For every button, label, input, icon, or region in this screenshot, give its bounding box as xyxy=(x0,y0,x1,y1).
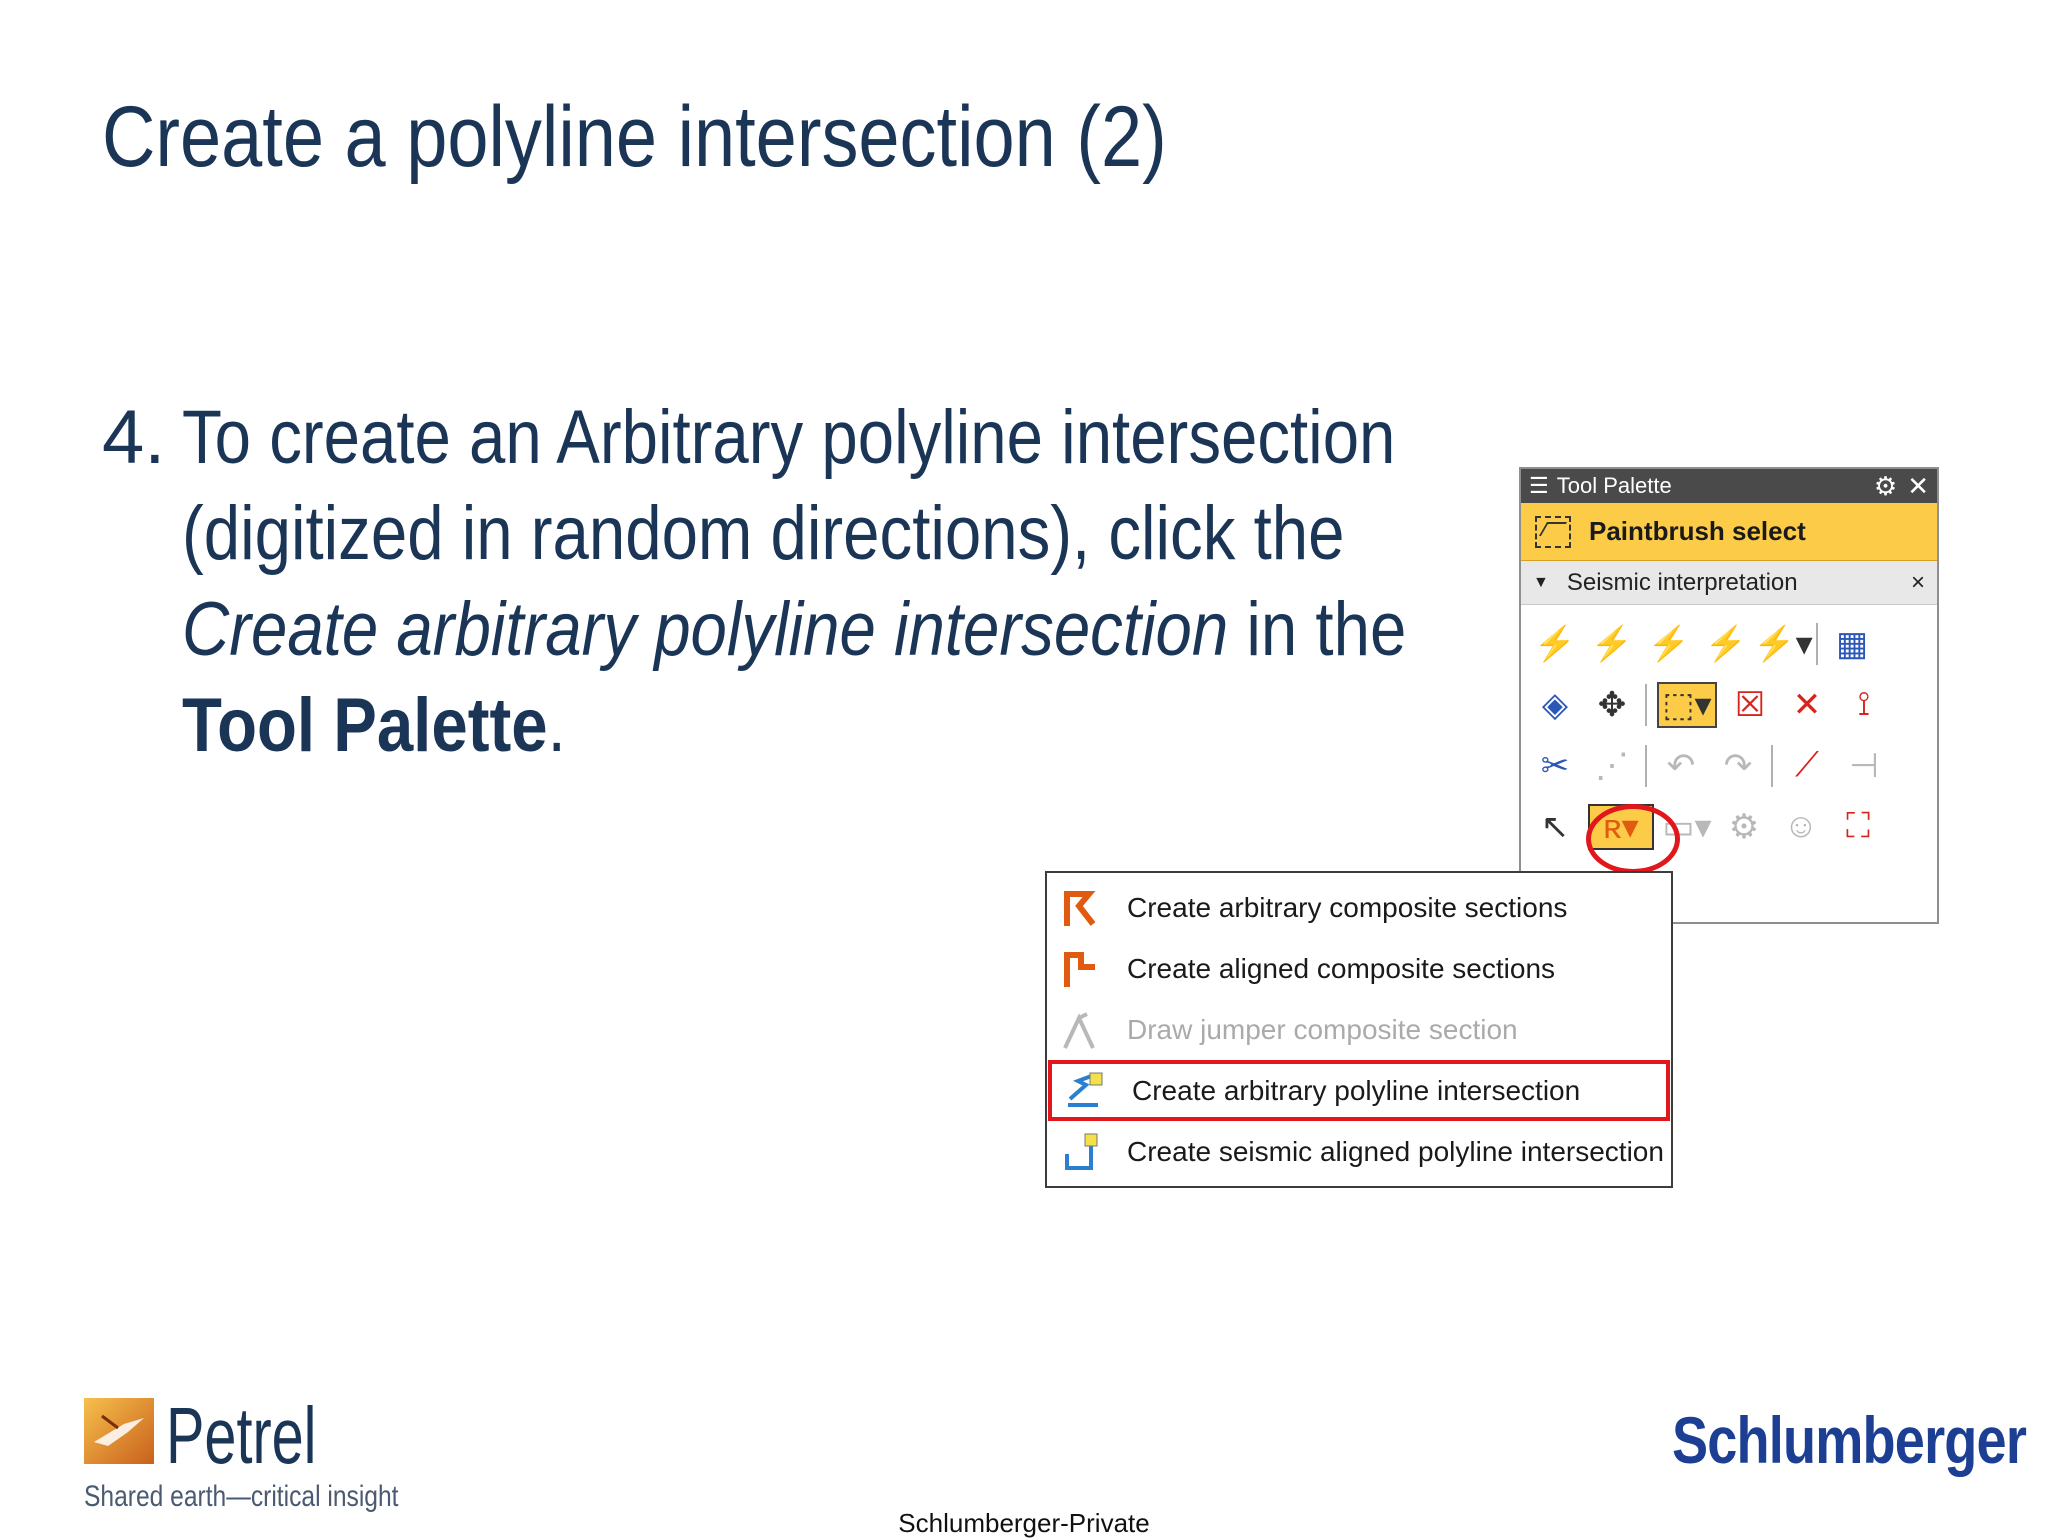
menu-item-label: Draw jumper composite section xyxy=(1127,1013,1518,1045)
tool-row-1 xyxy=(1531,613,1931,674)
toolbar-separator xyxy=(1645,684,1647,726)
edit-fault-icon[interactable]: ⟋ xyxy=(1795,746,1819,784)
cut-icon[interactable]: ✂ xyxy=(1540,746,1570,785)
petrel-logo-icon xyxy=(84,1398,154,1469)
pick-cursor-icon[interactable]: ↖ xyxy=(1540,807,1570,846)
delete-icon[interactable]: ✕ xyxy=(1792,685,1822,724)
menu-item-arbitrary-composite[interactable] xyxy=(1047,877,1671,938)
section-header-seismic[interactable] xyxy=(1521,561,1937,605)
ghost-icon[interactable]: ☺ xyxy=(1783,807,1819,845)
network-icon[interactable]: ⛶ xyxy=(1846,807,1870,845)
tool-palette-strong: Tool Palette xyxy=(182,683,548,768)
delete-selection-icon[interactable]: ☒ xyxy=(1734,685,1766,724)
tool-grid xyxy=(1521,605,1937,857)
menu-item-jumper-composite[interactable] xyxy=(1047,999,1671,1060)
aligned-composite-icon xyxy=(1059,949,1103,989)
tool-palette-titlebar xyxy=(1521,469,1937,503)
tool-row-3 xyxy=(1531,735,1931,796)
arbitrary-polyline-icon xyxy=(1064,1071,1108,1111)
slide-title: Create a polyline intersection (2) xyxy=(102,89,1167,185)
guided-autotrack-icon[interactable]: ⚡ xyxy=(1533,624,1577,663)
menu-item-label: Create aligned composite sections xyxy=(1127,952,1556,984)
petrel-tagline: Shared earth—critical insight xyxy=(84,1480,399,1513)
step-line-4 xyxy=(182,678,1406,774)
menu-item-aligned-composite[interactable] xyxy=(1047,938,1671,999)
composite-section-tool-icon[interactable]: ʀ▾ xyxy=(1588,804,1654,850)
highlight-circle xyxy=(1586,804,1680,874)
menu-item-label: Create seismic aligned polyline intersection xyxy=(1127,1135,1664,1167)
menu-item-label: Create arbitrary composite sections xyxy=(1127,891,1568,923)
surface-autotrack-icon[interactable]: ⚡ xyxy=(1704,624,1748,663)
tool-name-emphasis: Create arbitrary polyline intersection xyxy=(182,587,1229,672)
close-icon[interactable]: ✕ xyxy=(1907,470,1929,501)
autotrack-icon[interactable]: ⚡ xyxy=(1647,624,1691,663)
fault-tool-icon[interactable]: ▦ xyxy=(1835,624,1869,663)
fault-stick-icon[interactable]: ⟟ xyxy=(1857,685,1871,723)
toolbar-separator xyxy=(1816,623,1818,665)
active-tool-bar[interactable] xyxy=(1521,503,1937,561)
menu-item-label: Create arbitrary polyline intersection xyxy=(1132,1074,1581,1106)
section-label: Seismic interpretation xyxy=(1566,568,1798,596)
autotrack-options-icon[interactable]: ⚡▾ xyxy=(1753,624,1813,663)
seismic-tool-icon[interactable]: ▭▾ xyxy=(1662,807,1712,846)
schlumberger-logo: Schlumberger xyxy=(1672,1403,2027,1477)
step-number: 4. xyxy=(102,395,166,480)
arbitrary-composite-icon xyxy=(1059,888,1103,928)
seismic-aligned-polyline-icon xyxy=(1059,1132,1103,1172)
toolbar-separator xyxy=(1771,745,1773,787)
move-points-icon[interactable]: ✥ xyxy=(1597,685,1627,724)
undo-icon[interactable]: ↶ xyxy=(1666,746,1696,785)
well-tie-icon[interactable]: ⚙ xyxy=(1728,807,1760,846)
step-body xyxy=(182,390,1606,774)
palette-menu-icon[interactable]: ☰ xyxy=(1529,473,1549,498)
jumper-composite-icon xyxy=(1059,1010,1103,1050)
step-line-3 xyxy=(182,582,1406,678)
tool-row-2 xyxy=(1531,674,1931,735)
menu-item-arbitrary-polyline[interactable] xyxy=(1048,1060,1670,1121)
section-close-icon[interactable]: × xyxy=(1910,568,1925,596)
seeded-autotrack-icon[interactable]: ⚡ xyxy=(1590,624,1634,663)
petrel-wordmark: Petrel xyxy=(166,1391,317,1480)
classification-label: Schlumberger-Private xyxy=(898,1508,1150,1538)
gear-icon[interactable]: ⚙ xyxy=(1873,470,1898,501)
connect-icon[interactable]: ⊣ xyxy=(1849,746,1879,785)
paintbrush-select-tool-icon[interactable]: ⬚▾ xyxy=(1657,682,1717,728)
composite-section-dropdown xyxy=(1045,871,1673,1188)
step-line-2: (digitized in random directions), click the xyxy=(182,491,1345,576)
split-icon[interactable]: ⋰ xyxy=(1595,746,1629,785)
interpret-grid-icon[interactable]: ◈ xyxy=(1541,685,1569,724)
step-line-4-rest: . xyxy=(547,683,566,768)
redo-icon[interactable]: ↷ xyxy=(1723,746,1753,785)
step-line-1: To create an Arbitrary polyline intersection xyxy=(182,395,1396,480)
toolbar-separator xyxy=(1645,745,1647,787)
tool-palette-title: Tool Palette xyxy=(1556,473,1672,498)
step-line-3-rest: in the xyxy=(1228,587,1407,672)
paintbrush-select-icon xyxy=(1535,516,1571,548)
tool-palette xyxy=(1519,467,1939,924)
collapse-triangle-icon[interactable]: ▼ xyxy=(1533,573,1549,591)
menu-item-seismic-aligned-polyline[interactable] xyxy=(1047,1121,1671,1182)
active-tool-label: Paintbrush select xyxy=(1589,516,1806,546)
